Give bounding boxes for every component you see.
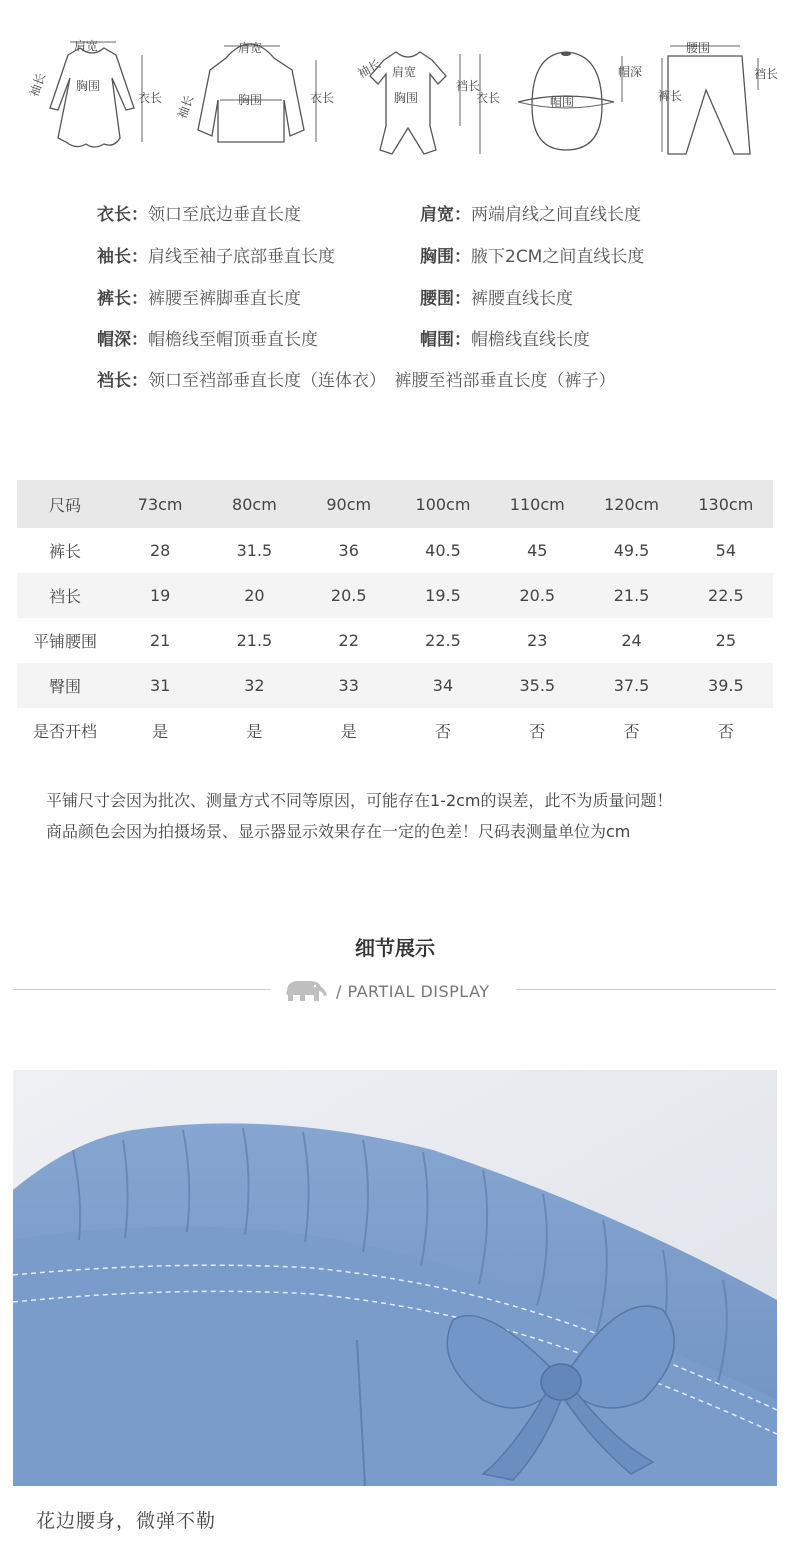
table-cell: 39.5 — [708, 676, 744, 695]
divider-right — [516, 989, 776, 990]
table-cell: 28 — [149, 541, 171, 560]
dress-shoulder-label: 肩宽 — [74, 39, 99, 53]
table-header-cell: 尺码 — [48, 495, 81, 515]
definition-desc: 裤腰直线长度 — [471, 289, 573, 309]
table-cell: 是 — [246, 722, 263, 741]
dress-length-label: 衣长 — [138, 91, 163, 105]
row-label-cell: 裤长 — [48, 542, 81, 561]
row-label-cell: 裆长 — [48, 587, 81, 606]
table-cell: 31 — [149, 676, 171, 695]
table-cell: 否 — [434, 722, 451, 741]
table-cell: 33 — [338, 676, 359, 695]
table-header-cell: 90cm — [326, 494, 372, 514]
table-row — [17, 573, 773, 618]
hoodie-shoulder-label: 肩宽 — [238, 41, 263, 55]
romper-crotch-label: 裆长 — [456, 79, 481, 93]
dress-chest-label: 胸围 — [76, 79, 101, 93]
table-cell: 37.5 — [613, 676, 650, 695]
row-label-cell: 平铺腰围 — [32, 632, 97, 651]
table-cell: 25 — [715, 631, 737, 650]
row-label-cell: 臀围 — [48, 677, 81, 696]
hat-diagram — [510, 30, 643, 160]
table-cell: 40.5 — [425, 541, 461, 560]
hoodie-diagram — [174, 30, 335, 160]
definition-term: 衣长： — [97, 205, 148, 225]
table-header-cell: 100cm — [415, 494, 471, 514]
definition-desc: 裤腰至裤脚垂直长度 — [148, 289, 301, 309]
table-cell: 否 — [717, 722, 734, 741]
table-cell: 否 — [623, 722, 640, 741]
section-title: 细节展示 — [355, 936, 435, 960]
table-cell: 19.5 — [425, 586, 461, 605]
photo-caption: 花边腰身，微弹不勒 — [36, 1510, 217, 1532]
size-table — [17, 480, 773, 753]
romper-shoulder-label: 肩宽 — [392, 65, 417, 79]
pants-waist-label: 腰围 — [686, 41, 711, 55]
definition-row — [97, 200, 641, 228]
definition-desc: 肩线至袖子底部垂直长度 — [148, 247, 335, 267]
hat-circumference-label: 帽围 — [550, 95, 575, 109]
table-cell: 19 — [149, 586, 171, 605]
table-header-cell: 80cm — [232, 494, 277, 514]
definition-term: 裆长： — [97, 371, 148, 391]
table-row — [17, 528, 773, 573]
hoodie-length-label: 衣长 — [310, 91, 335, 105]
table-cell: 21.5 — [613, 586, 650, 605]
definition-term: 帽围： — [420, 330, 471, 350]
hoodie-chest-label: 胸围 — [238, 93, 263, 107]
definition-term: 帽深： — [97, 330, 148, 350]
definition-term: 腰围： — [420, 289, 471, 309]
table-cell: 45 — [527, 541, 548, 560]
table-cell: 22 — [338, 631, 359, 650]
table-cell: 20.5 — [330, 586, 367, 605]
product-detail-photo — [13, 1070, 777, 1486]
table-cell: 20 — [244, 586, 265, 605]
section-subtitle: / PARTIAL DISPLAY — [336, 982, 490, 1001]
definition-desc: 领口至底边垂直长度 — [148, 205, 301, 225]
divider-left — [13, 989, 271, 990]
romper-chest-label: 胸围 — [394, 91, 419, 105]
definition-term: 胸围： — [420, 247, 471, 267]
denim-waistband-illustration — [13, 1070, 777, 1486]
table-row — [17, 663, 773, 708]
table-row — [17, 618, 773, 663]
table-cell: 36 — [338, 541, 359, 560]
measurement-diagrams — [0, 0, 790, 175]
table-cell: 24 — [621, 631, 642, 650]
table-cell: 21 — [149, 631, 171, 650]
table-header-cell: 110cm — [509, 494, 565, 514]
table-cell: 32 — [244, 676, 265, 695]
pants-length-label: 裤长 — [658, 89, 683, 103]
definition-term: 袖长： — [97, 247, 148, 267]
definition-row — [97, 284, 573, 312]
table-cell: 54 — [715, 541, 737, 560]
dress-sleeve-label: 袖长 — [26, 71, 49, 99]
definition-row — [97, 242, 645, 270]
pants-crotch-label: 裆长 — [754, 67, 779, 81]
table-cell: 22.5 — [708, 586, 744, 605]
definition-row — [97, 325, 590, 353]
measurement-note: 平铺尺寸会因为批次、测量方式不同等原因，可能存在1-2cm的误差，此不为质量问题！ — [46, 791, 673, 810]
definition-term: 肩宽： — [420, 205, 471, 225]
romper-length-label: 衣长 — [476, 91, 501, 105]
dress-diagram — [26, 30, 163, 160]
table-cell: 35.5 — [519, 676, 556, 695]
hoodie-sleeve-label: 袖长 — [174, 93, 197, 121]
pants-diagram — [650, 30, 780, 160]
definition-desc: 帽檐线至帽顶垂直长度 — [148, 330, 318, 350]
elephant-icon — [283, 977, 329, 1003]
table-cell: 是 — [340, 722, 357, 741]
definition-desc: 领口至裆部垂直长度（连体衣） 裤腰至裆部垂直长度（裤子） — [148, 371, 616, 391]
table-cell: 31.5 — [236, 541, 273, 560]
table-cell: 20.5 — [519, 586, 556, 605]
table-cell: 是 — [152, 722, 169, 741]
table-cell: 49.5 — [613, 541, 650, 560]
hat-depth-label: 帽深 — [618, 65, 643, 79]
romper-diagram — [350, 30, 500, 160]
color-note: 商品颜色会因为拍摄场景、显示器显示效果存在一定的色差！尺码表测量单位为cm — [46, 822, 631, 841]
table-cell: 否 — [529, 722, 546, 741]
table-cell: 23 — [527, 631, 548, 650]
table-row — [17, 708, 773, 753]
row-label-cell: 是否开档 — [32, 722, 97, 741]
table-header-row — [17, 480, 773, 528]
table-header-cell: 73cm — [137, 494, 183, 514]
table-cell: 22.5 — [425, 631, 461, 650]
definition-term: 裤长： — [97, 289, 148, 309]
definition-row — [97, 366, 616, 394]
table-header-cell: 130cm — [698, 494, 754, 514]
definition-desc: 两端肩线之间直线长度 — [471, 205, 641, 225]
table-cell: 34 — [432, 676, 454, 695]
table-cell: 21.5 — [236, 631, 273, 650]
definition-desc: 帽檐线直线长度 — [471, 330, 590, 350]
definition-desc: 腋下2CM之间直线长度 — [471, 247, 645, 267]
table-header-cell: 120cm — [604, 494, 659, 514]
romper-sleeve-label: 袖长 — [355, 56, 384, 81]
